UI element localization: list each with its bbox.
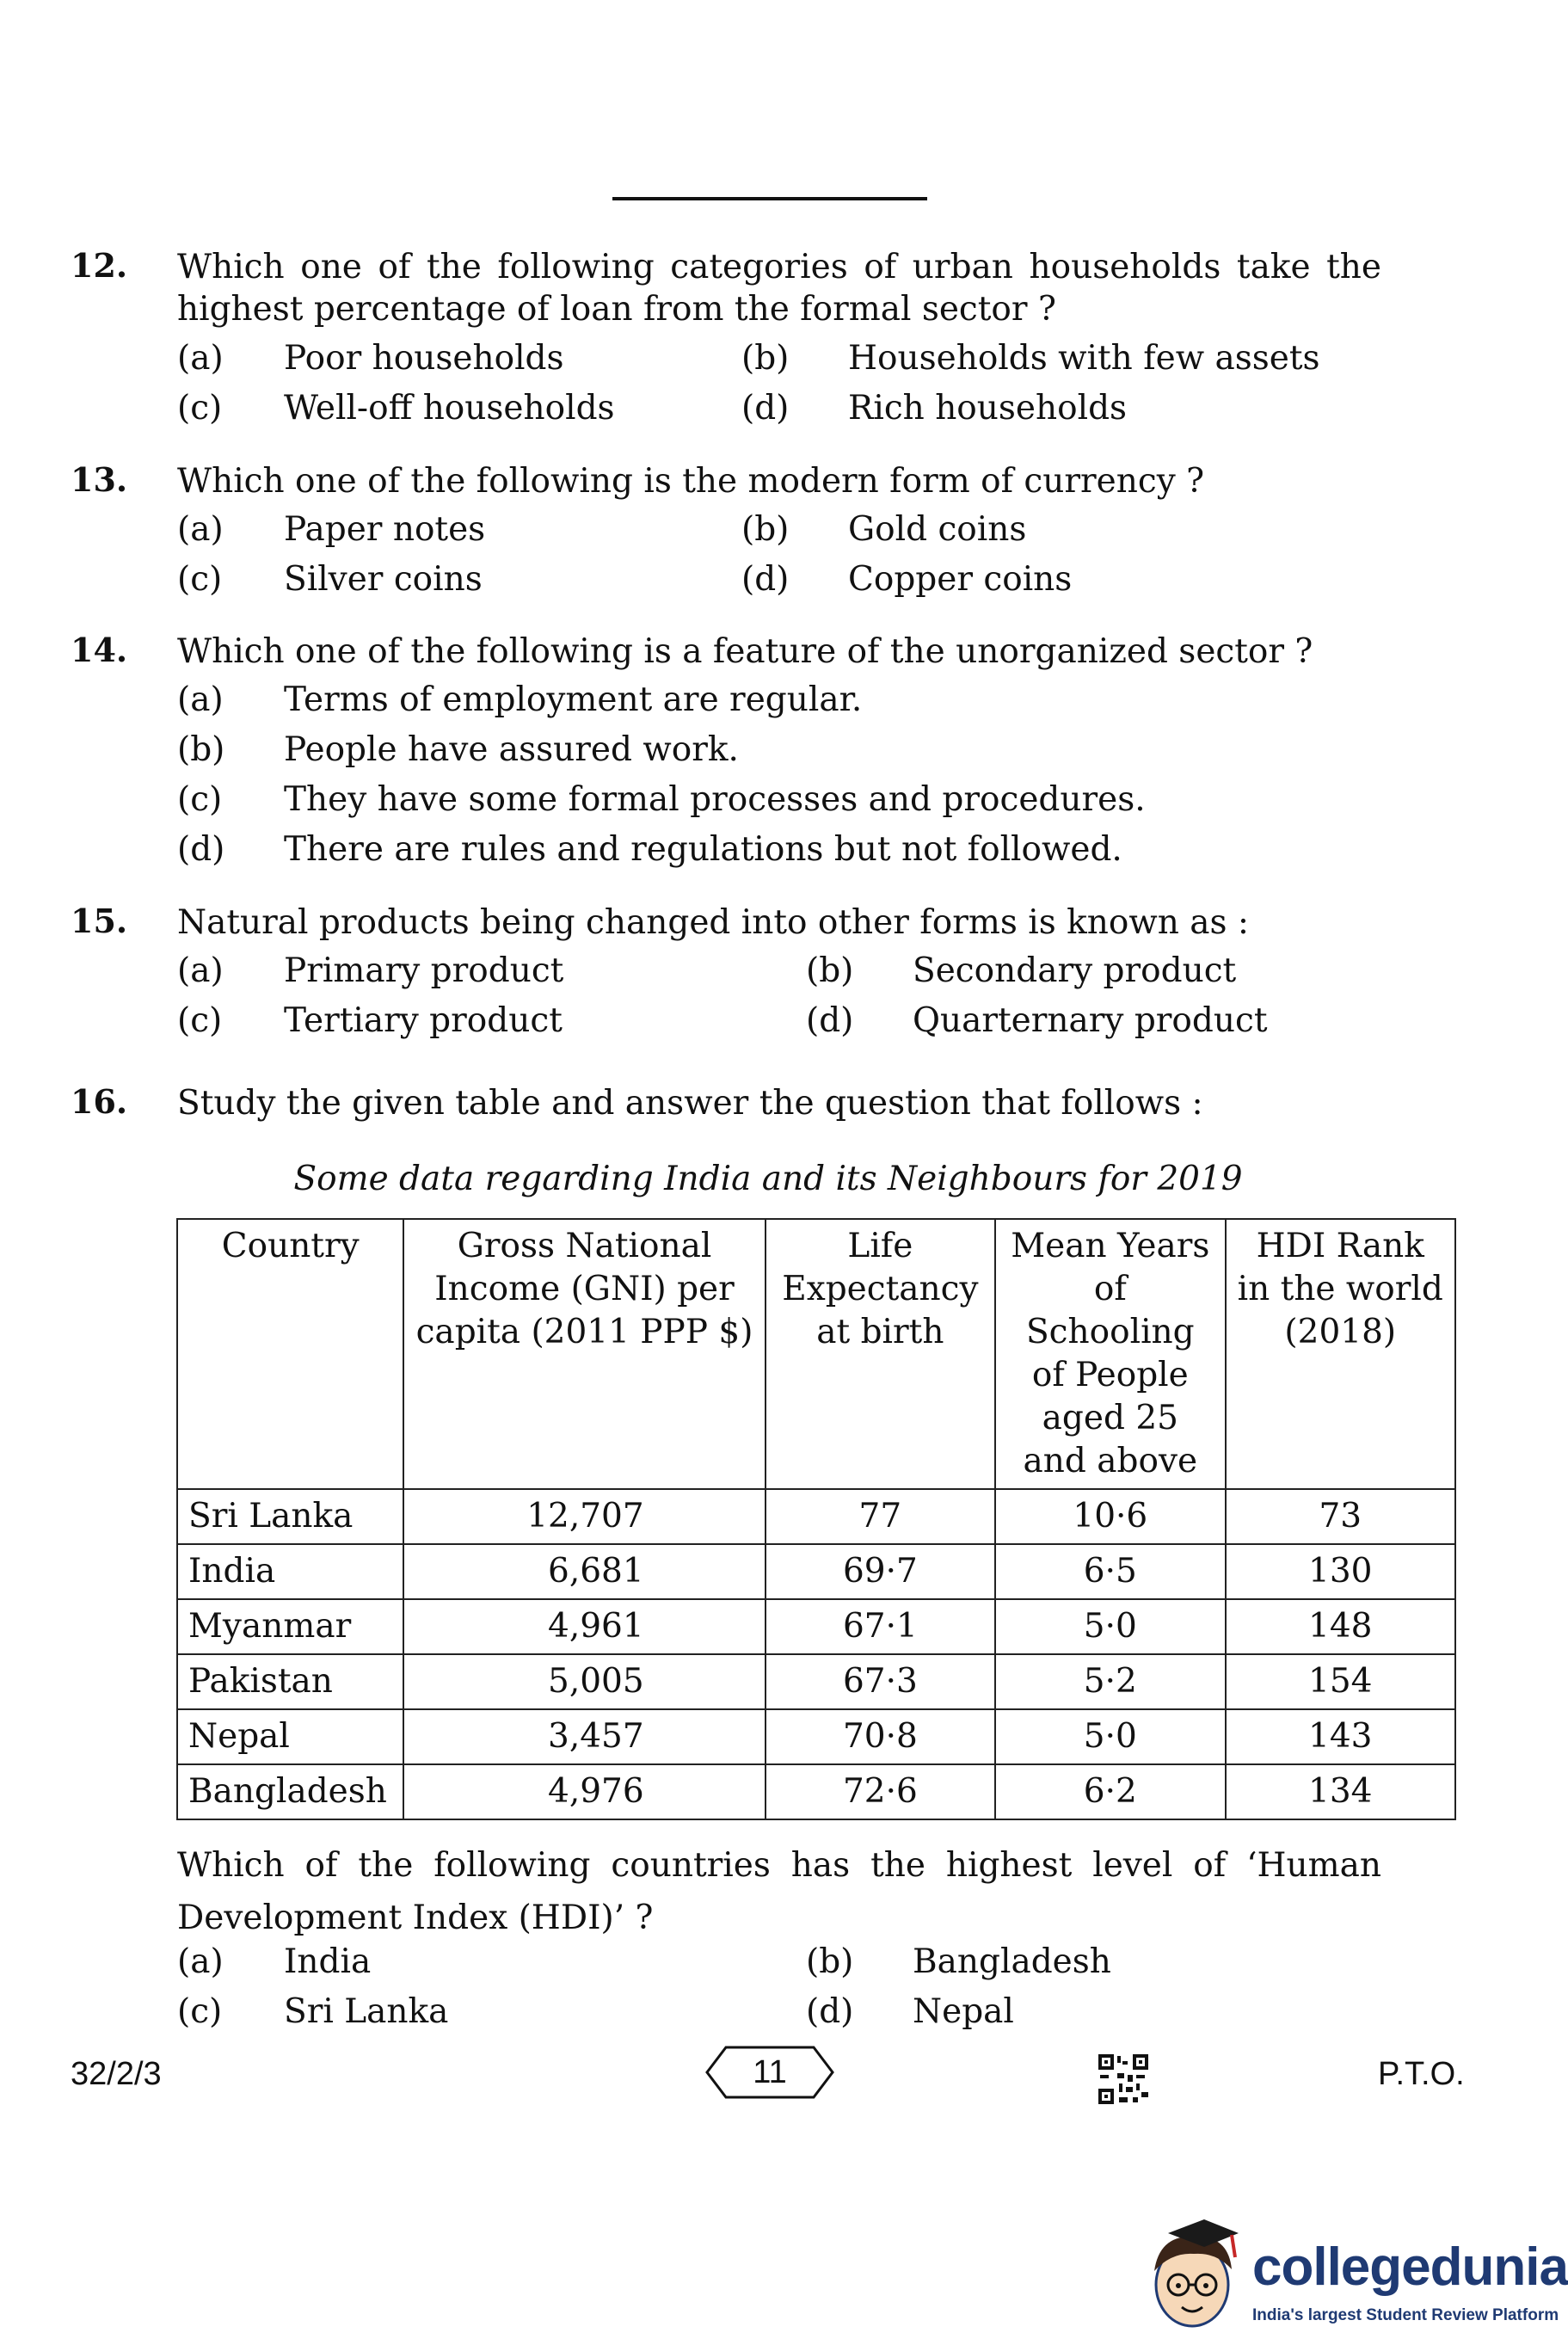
cell-gni: 3,457 [403,1709,765,1764]
header-country: Country [177,1219,403,1489]
cell-hdi: 148 [1226,1599,1455,1654]
cell-life: 69·7 [766,1544,995,1599]
cell-life: 67·3 [766,1654,995,1709]
cell-hdi: 130 [1226,1544,1455,1599]
cell-country: Myanmar [177,1599,403,1654]
header-life-expectancy: Life Expectancy at birth [766,1219,995,1489]
question-number: 12. [71,246,128,285]
cell-schooling: 5·0 [995,1709,1225,1764]
cell-hdi: 154 [1226,1654,1455,1709]
cell-gni: 12,707 [403,1489,765,1544]
question-text: Which one of the following is the modern form of currency ? [177,462,1205,501]
question-number: 13. [71,460,128,499]
brand-tagline: India's largest Student Review Platform [1252,2306,1559,2324]
cell-schooling: 5·0 [995,1599,1225,1654]
question-number: 15. [71,902,128,940]
page-number: 11 [705,2046,834,2099]
cell-life: 67·1 [766,1599,995,1654]
header-hdi-rank: HDI Rank in the world (2018) [1226,1219,1455,1489]
collegedunia-brand [1142,2218,1568,2338]
table-row [177,1489,1455,1544]
top-rule [612,197,927,200]
table-row [177,1599,1455,1654]
cell-hdi: 73 [1226,1489,1455,1544]
cell-country: Sri Lanka [177,1489,403,1544]
qr-code-icon [1097,2053,1150,2106]
brand-name: collegedunia [1252,2237,1568,2297]
cell-hdi: 143 [1226,1709,1455,1764]
question-number: 14. [71,631,128,669]
question-text: Study the given table and answer the question that follows : [177,1084,1203,1123]
pto-label: P.T.O. [1378,2056,1465,2092]
cell-country: India [177,1544,403,1599]
paper-code: 32/2/3 [71,2056,162,2092]
table-caption: Some data regarding India and its Neighbours for 2019 [293,1160,1243,1198]
cell-country: Nepal [177,1709,403,1764]
cell-schooling: 5·2 [995,1654,1225,1709]
cell-gni: 6,681 [403,1544,765,1599]
cell-life: 77 [766,1489,995,1544]
header-mean-years-schooling: Mean Years of Schooling of People aged 25 and above [995,1219,1225,1489]
cell-gni: 4,961 [403,1599,765,1654]
exam-page: 12. Which one of the following categories of urban households take the highest percentage of loan from the formal sector ? (a) Poor households (b) Households with few assets (c) Well-off households (d) Rich households 13. Which one of the following is the modern form of currency ? (a) Paper notes (b) Gold coins (c) Silver coins (d) Copper coins 14. Which one of the following is a feature of the unorganized sector ? (a) Terms of employment are regular. (b) People have assured work. (c) They have some formal processes and procedures. (d) There are rules and regulations but not followed. 15. Natural products being changed into other forms is known as : (a) Primary product (b) Secondary product (c) Tertiary product (d) Quarternary product 16. Study the given table and answer the question that follows : Some data regarding India and its Neighbours for 2019 Country Gross National Income (GNI) per capita (2011 PPP $) Life Expectancy at birth Mean Years of Schooling of People aged 25 and above HDI Rank in the world (2018) Sri Lanka 12,707 77 10·6 73 India 6,681 69·7 6·5 130 Myanmar 4,961 67·1 5·0 148 Pakistan 5,005 67·3 5·2 154 Nepal 3,457 70·8 5·0 143 Bangladesh 4,976 72·6 6·2 134 Which of the following countries has the highest level of ‘Human Development Index (HDI)’ ? (a) India (b) Bangladesh (c) Sri Lanka (d) Nepal 32/2/3 11 P.T.O. collegedunia India's largest Student Review Platform [0,0,1536,2345]
cell-schooling: 6·2 [995,1764,1225,1819]
cell-hdi: 134 [1226,1764,1455,1819]
table-row [177,1709,1455,1764]
cell-gni: 4,976 [403,1764,765,1819]
cell-country: Bangladesh [177,1764,403,1819]
question-followup-text: Which of the following countries has the highest level of ‘Human Development Index (HDI)’ ? [177,1846,1381,1937]
table-row [177,1544,1455,1599]
table-row [177,1654,1455,1709]
cell-gni: 5,005 [403,1654,765,1709]
question-text: Which one of the following is a feature of the unorganized sector ? [177,632,1313,671]
header-gni: Gross National Income (GNI) per capita (2011 PPP $) [403,1219,765,1489]
cell-life: 72·6 [766,1764,995,1819]
mascot-logo-icon [1142,2218,1245,2338]
cell-schooling: 6·5 [995,1544,1225,1599]
data-table [176,1218,1456,1820]
table-header-row [177,1219,1455,1489]
question-text: Which one of the following categories of urban households take the highest percentage of loan from the formal sector ? [177,248,1381,329]
question-text: Natural products being changed into other forms is known as : [177,903,1250,942]
cell-country: Pakistan [177,1654,403,1709]
cell-schooling: 10·6 [995,1489,1225,1544]
table-row [177,1764,1455,1819]
cell-life: 70·8 [766,1709,995,1764]
question-number: 16. [71,1082,128,1121]
